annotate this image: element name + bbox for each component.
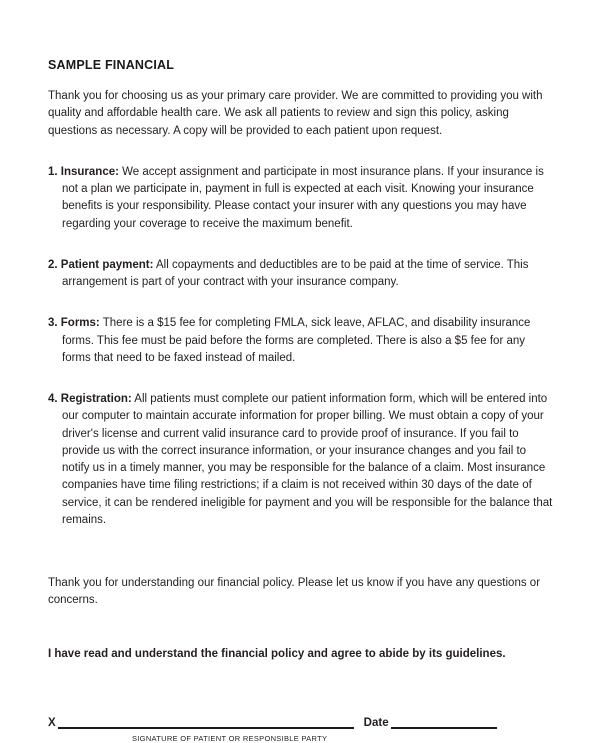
signature-caption: SIGNATURE OF PATIENT OR RESPONSIBLE PARTY [132, 733, 328, 743]
document-title: SAMPLE FINANCIAL [48, 58, 175, 72]
policy-item-forms [48, 315, 555, 367]
signature-row [48, 715, 555, 729]
policy-item-forms-label: 3. Forms: [48, 317, 100, 330]
policy-item-registration-text: All patients must complete our patient information form, which will be entered into our computer to maintain accurate information for proper billing. We must obtain a copy of your driver's license and current valid insurance card to provide proof of insurance. If you fail to provide us with the correct insurance information, or your insurance changes and you fail to notify us in a timely manner, you may be responsible for the balance of a claim. Most insurance companies have time filing restrictions; if a claim is not received within 30 days of the date of service, it can be rendered ineligible for payment and you will be responsible for the balance that remains. [62, 393, 553, 526]
date-label: Date [363, 716, 389, 729]
policy-item-registration [48, 391, 555, 529]
policy-item-insurance [48, 164, 555, 233]
policy-item-forms-text: There is a $15 fee for completing FMLA, sick leave, AFLAC, and disability insurance forms. This fee must be paid before the forms are completed. There is also a $5 fee for any forms that need to be faxed instead of mailed. [62, 317, 531, 364]
date-line[interactable] [391, 715, 497, 729]
policy-item-patient-payment [48, 257, 555, 292]
closing-paragraph: Thank you for understanding our financial policy. Please let us know if you have any questions or concerns. [48, 577, 541, 607]
signature-x-label: X [48, 716, 56, 729]
signature-line[interactable] [58, 715, 354, 729]
policy-item-registration-label: 4. Registration: [48, 393, 132, 405]
policy-item-patient-payment-text: All copayments and deductibles are to be paid at the time of service. This arrangement is part of your contract with your insurance company. [62, 258, 529, 288]
policy-item-insurance-text: We accept assignment and participate in most insurance plans. If your insurance is not a plan we participate in, payment in full is expected at each visit. Knowing your insurance benefits is your responsibility. Please contact your insurer with any questions you may have regarding your coverage to receive the maximum benefit. [62, 165, 544, 230]
policy-item-patient-payment-label: 2. Patient payment: [48, 258, 154, 271]
intro-paragraph: Thank you for choosing us as your primary care provider. We are committed to providing you with quality and affordable health care. We ask all patients to review and sign this policy, asking questions as necessary. A copy will be provided to each patient upon request. [48, 90, 543, 137]
acknowledgement-statement: I have read and understand the financial policy and agree to abide by its guidelines. [48, 647, 506, 660]
policy-item-insurance-label: 1. Insurance: [48, 165, 119, 178]
